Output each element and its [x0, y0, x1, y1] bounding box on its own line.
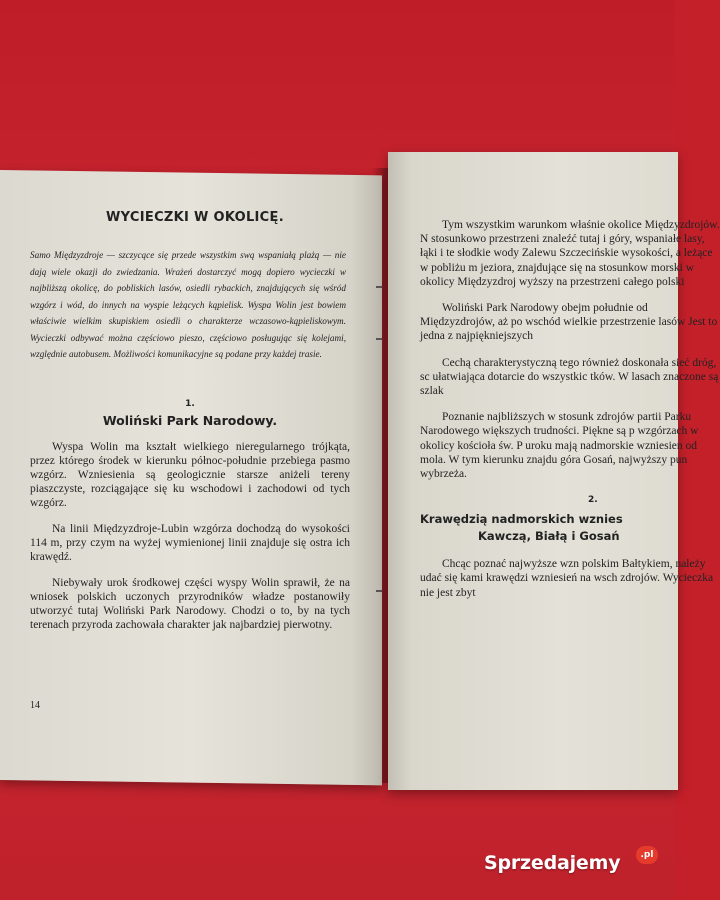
body-paragraph: Poznanie najbliższych w stosunk zdrojów partii Parku Narodowego większych trudności. Piękne są p wzgórzach w okolicy kościoła św. P uroku mają nadmorskie wzniesien od mola. W tym kierunku znajdu góra Gosań, najwyższy pun wybrzeża.: [420, 411, 699, 481]
body-paragraph: Chcąc poznać najwyższe wzn polskim Bałtykiem, należy udać się kami krawędzi wzniesień na wsch zdrojów. Wycieczka nie jest zbyt: [420, 558, 714, 599]
binding-staple-middle: [376, 338, 382, 340]
watermark-pl-badge: .pl: [636, 846, 658, 864]
binding-staple-bottom: [376, 590, 382, 592]
intro-paragraph: Samo Międzyzdroje — szczycące się przede wszystkim swą wspaniałą plażą — nie dają wiele okazji do zwiedzania. Wrażeń dostarczyć mogą dopiero wycieczki w najbliższą okolicę, do pobliskich lasów, osiedli rybackich, znajdujących się wśród wzgórz i wód, do innych na wyspie leżących kąpielisk. Wyspa Wolin jest bowiem właściwie wielkim skupiskiem osiedli o charakterze wczasowo-kąpieliskowym. Wycieczki odbywać można częściowo pieszo, częściowo posługując się kolejami, względnie autobusem. Możliwości komunikacyjne są podane przy każdej trasie.: [30, 250, 346, 359]
section-title: Woliński Park Narodowy.: [102, 412, 278, 428]
body-paragraph: Woliński Park Narodowy obejm południe od Międzyzdrojów, aż po wschód wielkie przestrzenie lasów Jest to jedna z najpiękniejszych: [420, 302, 718, 343]
right-page-text: [420, 218, 720, 612]
body-paragraph: Niebywały urok środkowej części wyspy Wolin sprawił, że na wniosek polskich uczonych przyrodników władze postanowiły utworzyć tutaj Woliński Park Narodowy. Chodzi o to, by na tych terenach przyroda zachowała charakter jak najbardziej pierwotny.: [30, 576, 350, 631]
section-title-line: Krawędzią nadmorskich wznies: [420, 512, 623, 527]
body-paragraph: Tym wszystkim warunkom właśnie okolice Międzyzdrojów. N stosunkowo przestrzeni znaleźć tutaj i góry, wspaniałe lasy, łąki i te słodkie wody Zalewu Szczecińskie wysokości, a leżące w pobliżu m jeziora, znajdujące się na stosunkow morski w okolicy Międzyzdroj wyższy na przestrzeni całego polski: [420, 219, 720, 288]
body-paragraph: Na linii Międzyzdroje-Lubin wzgórza dochodzą do wysokości 114 m, przy czym na wyżej wymienionej linii znajduje się ostra ich krawędź.: [30, 522, 350, 563]
page-number: 14: [30, 700, 40, 711]
body-paragraph: Wyspa Wolin ma kształt wielkiego nieregularnego trójkąta, przez którego środek w kierunku północ-południe przebiega pasmo wzgórz. Wzniesienia są geologicznie starsze aniżeli tereny piaszczyste, rozciągające się ku wschodowi i zachodowi od tych wzgórz.: [30, 440, 350, 509]
sprzedajemy-watermark: Sprzedajemy: [484, 852, 621, 874]
chapter-heading: WYCIECZKI W OKOLICĘ.: [106, 210, 284, 225]
section-number: 1.: [185, 398, 195, 409]
section-title: [420, 511, 720, 545]
left-page-text: [30, 210, 350, 644]
body-paragraph: Cechą charakterystyczną tego również doskonała sieć dróg, sc ułatwiająca dotarcie do wszystkic tków. W lasach znaczone są szlak: [420, 356, 719, 398]
section-title-line: Kawczą, Białą i Gosań: [478, 529, 620, 544]
binding-staple-top: [376, 286, 382, 288]
section-number: 2.: [588, 495, 598, 506]
